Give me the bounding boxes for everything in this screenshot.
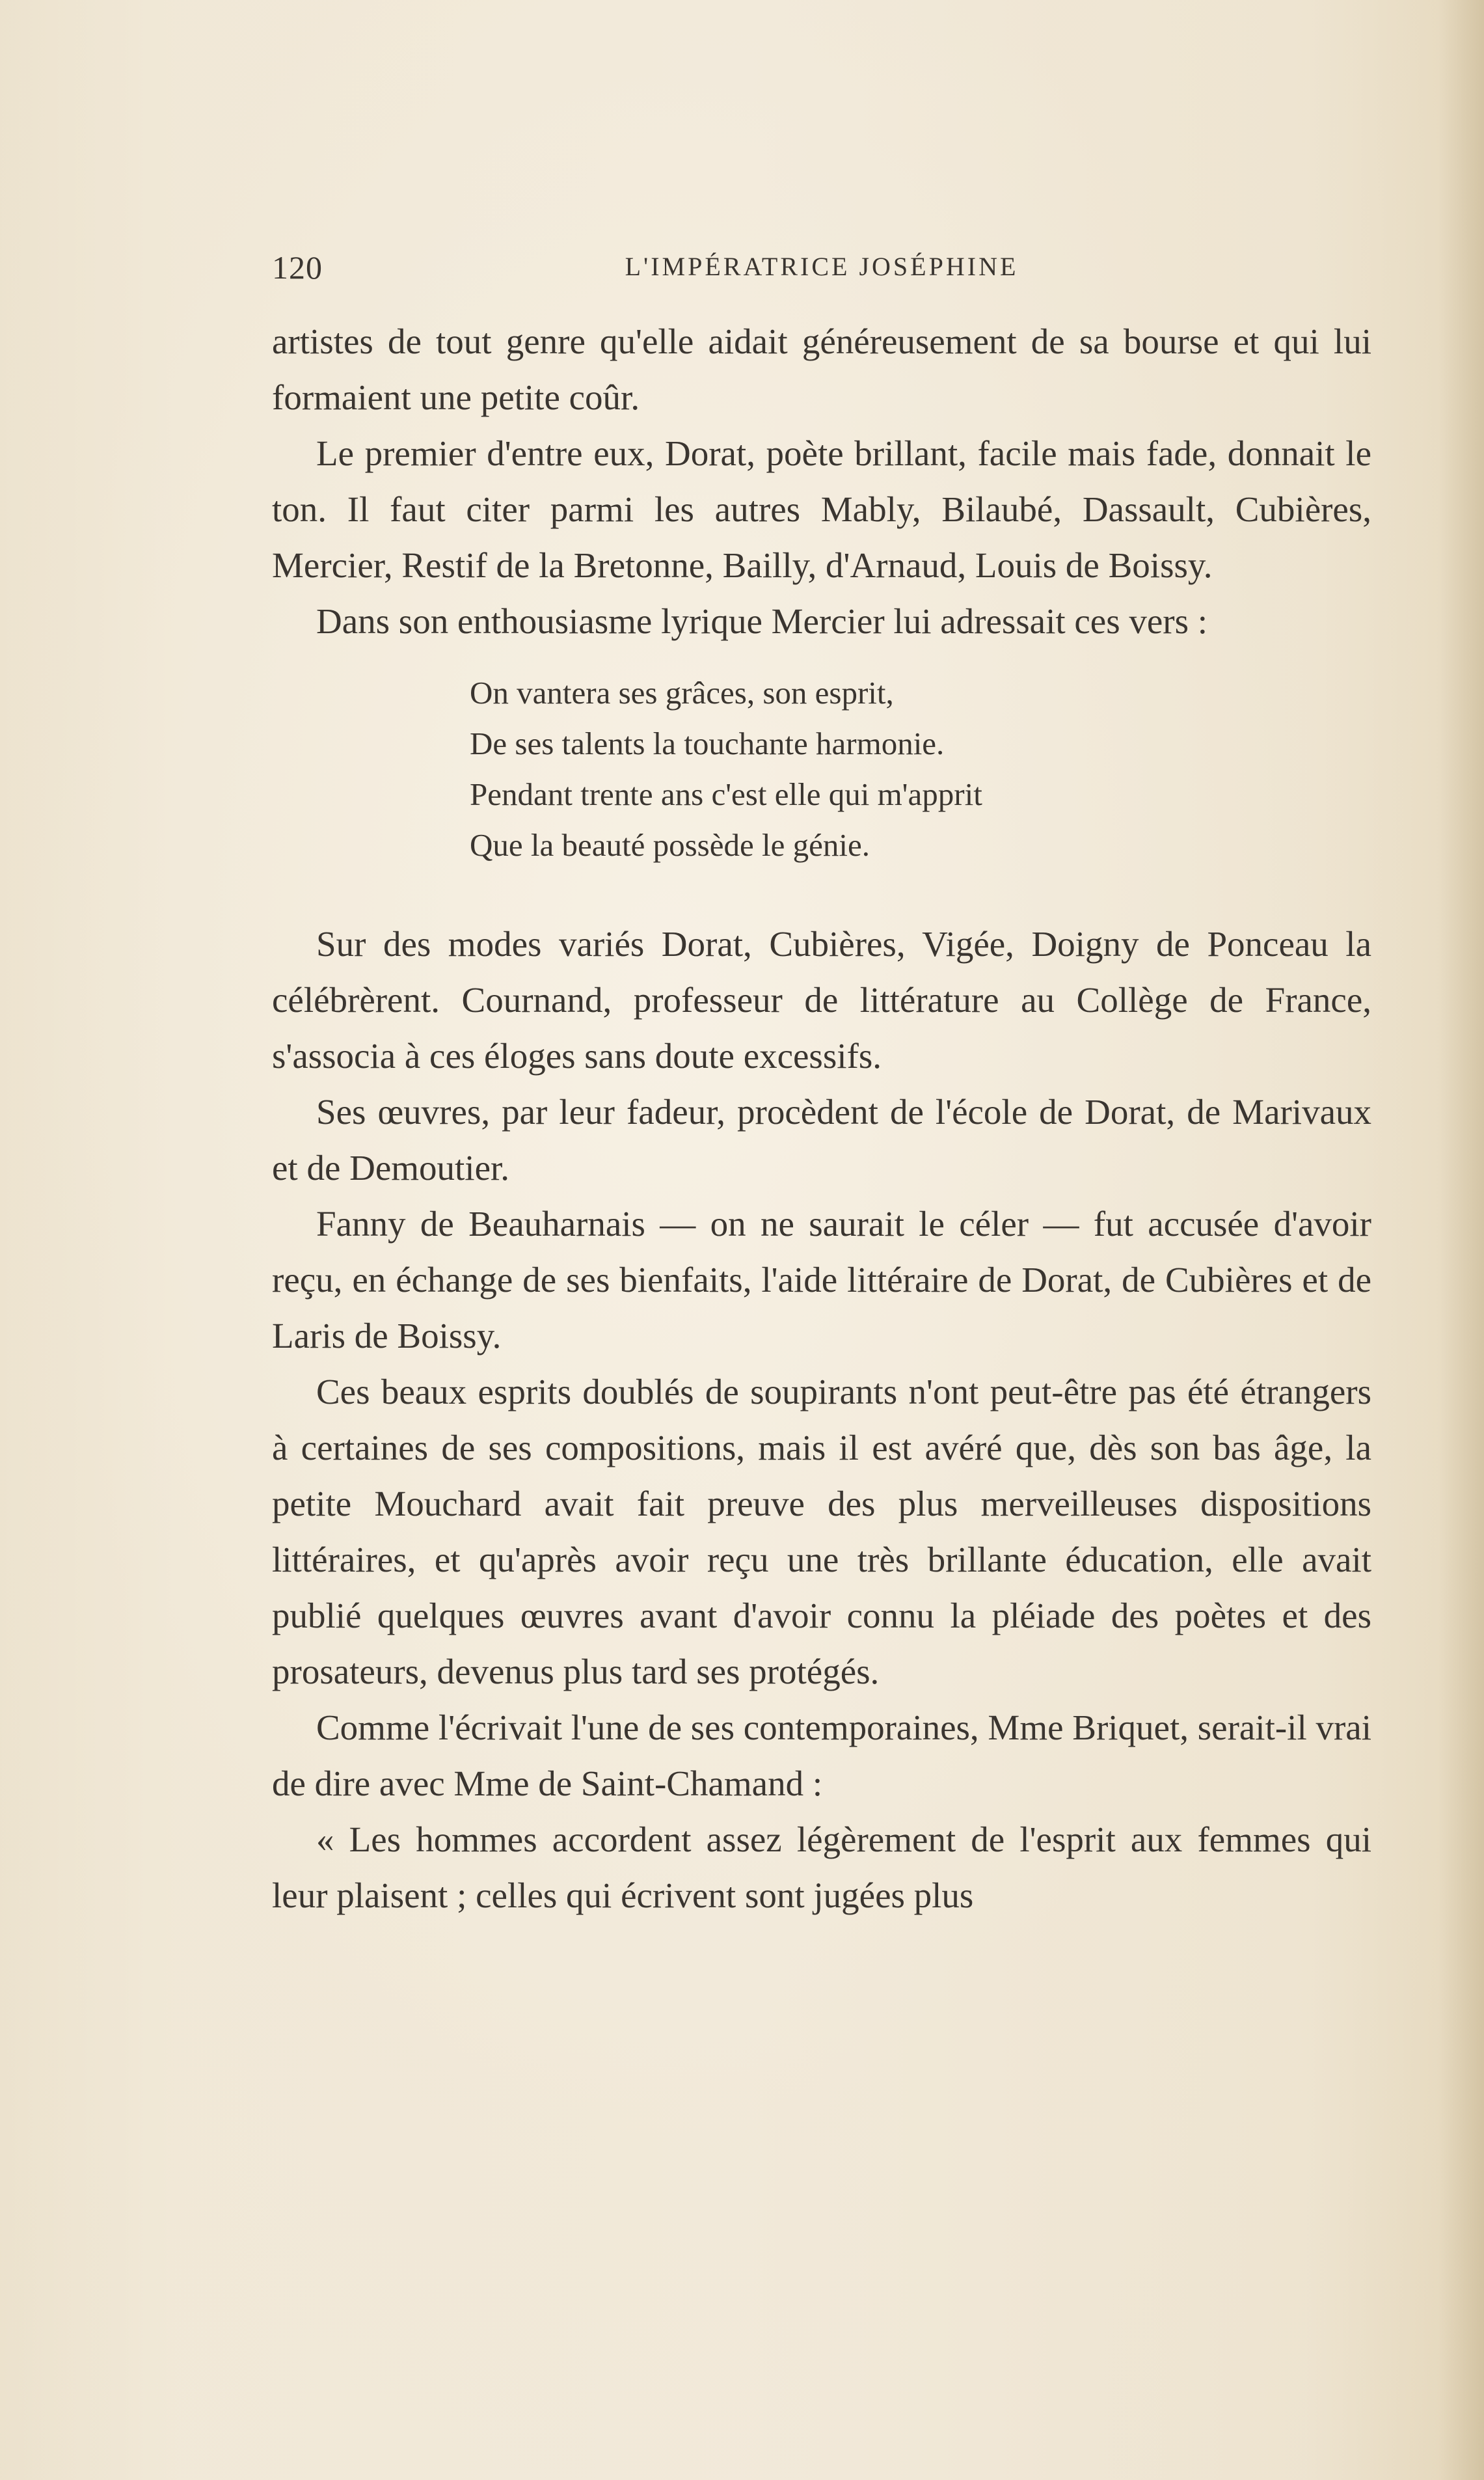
paragraph: Ses œuvres, par leur fadeur, procèdent de l'école de Dorat, de Marivaux et de Demoutier. <box>272 1092 1371 1188</box>
paragraph: Fanny de Beauharnais — on ne saurait le céler — fut accusée d'avoir reçu, en échange de ses bienfaits, l'aide littéraire de Dorat, de Cubières et de Laris de Boissy. <box>272 1204 1371 1356</box>
page-number: 120 <box>272 249 323 286</box>
body-text <box>272 314 1371 1924</box>
running-title: L'IMPÉRATRICE JOSÉPHINE <box>625 252 1019 281</box>
verse-line: De ses talents la touchante harmonie. <box>470 726 945 761</box>
page-edge-shadow <box>1438 0 1484 2480</box>
verse-line: On vantera ses grâces, son esprit, <box>470 675 894 711</box>
verse-line: Pendant trente ans c'est elle qui m'apprit <box>470 776 982 812</box>
paragraph: artistes de tout genre qu'elle aidait généreusement de sa bourse et qui lui formaient une petite coûr. <box>272 321 1371 417</box>
paragraph: Dans son enthousiasme lyrique Mercier lui adressait ces vers : <box>316 601 1208 641</box>
paragraph: Sur des modes variés Dorat, Cubières, Vigée, Doigny de Ponceau la célébrèrent. Cournand, professeur de littérature au Collège de France, s'associa à ces éloges sans doute excessifs. <box>272 924 1371 1076</box>
verse-quotation <box>470 668 1371 871</box>
verse-line: Que la beauté possède le génie. <box>470 827 870 863</box>
paragraph: Ces beaux esprits doublés de soupirants n'ont peut-être pas été étrangers à certaines de ses compositions, mais il est avéré que, dès son bas âge, la petite Mouchard avait fait preuve des plus merveilleuses dispositions littéraires, et qu'après avoir reçu une très brillante éducation, elle avait publié quelques œuvres avant d'avoir connu la pléiade des poètes et des prosateurs, devenus plus tard ses protégés. <box>272 1372 1371 1691</box>
paragraph: « Les hommes accordent assez légèrement de l'esprit aux femmes qui leur plaisent ; celles qui écrivent sont jugées plus <box>272 1819 1371 1915</box>
paragraph: Le premier d'entre eux, Dorat, poète brillant, facile mais fade, donnait le ton. Il faut citer parmi les autres Mably, Bilaubé, Dassault, Cubières, Mercier, Restif de la Bretonne, Bailly, d'Arnaud, Louis de Boissy. <box>272 433 1371 585</box>
paragraph: Comme l'écrivait l'une de ses contemporaines, Mme Briquet, serait-il vrai de dire avec Mme de Saint-Chamand : <box>272 1708 1371 1803</box>
running-header <box>272 249 1371 294</box>
